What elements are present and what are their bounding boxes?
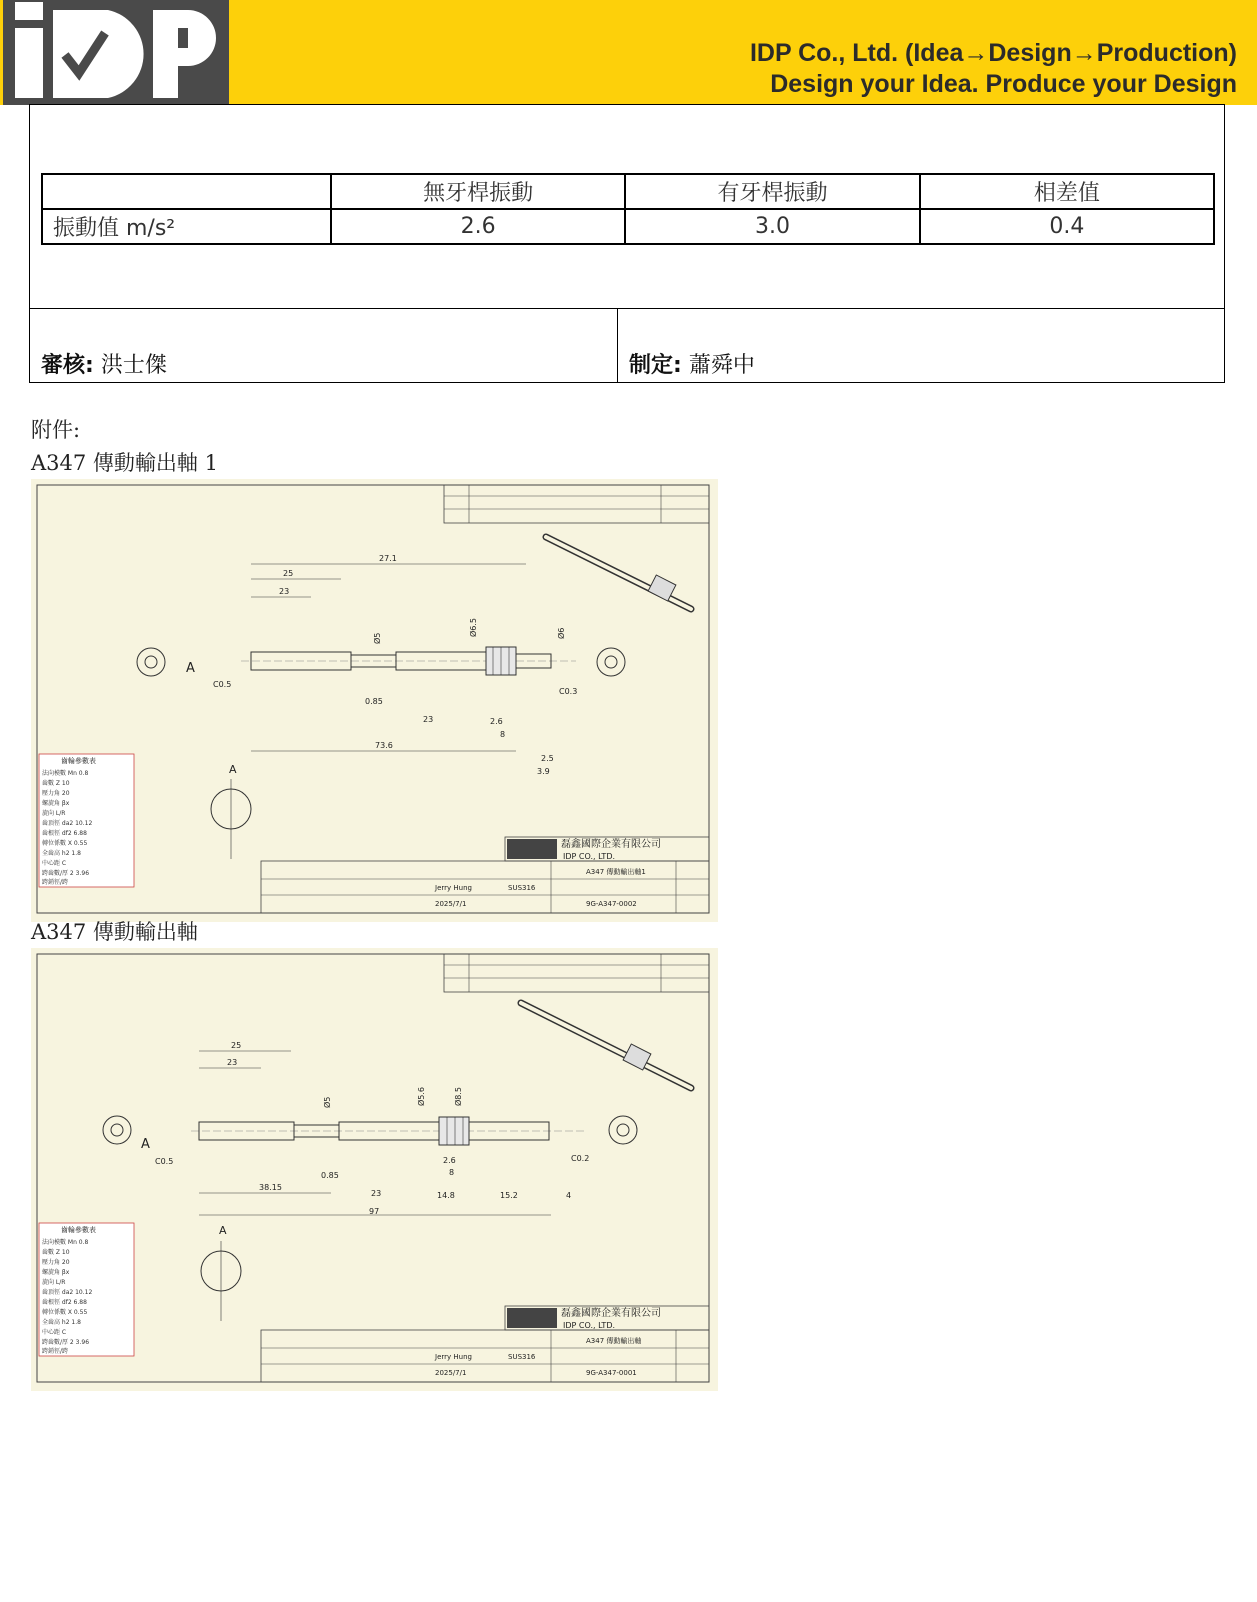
svg-text:0.85: 0.85 [321,1171,339,1180]
svg-text:8: 8 [500,730,506,739]
svg-text:73.6: 73.6 [375,741,393,750]
gear-table-title: 齒輪參數表 [61,1226,96,1234]
made-signature [629,348,755,379]
attachment-caption: A347 傳動輸出軸 [31,920,198,944]
gear-param: 壓力角 20 [42,1259,70,1266]
gear-param: 法向模數 Mn 0.8 [42,770,89,777]
company-cn: 磊鑫國際企業有限公司 [561,1308,661,1319]
drawing-date: 2025/7/1 [435,1369,467,1377]
review-name: 洪士傑 [100,353,167,378]
gear-param: 跨齒數/厚 2 3.96 [42,1339,90,1346]
drawing-number: 9G-A347-0002 [586,900,637,908]
svg-text:8: 8 [449,1168,455,1177]
gear-param: 旋向 L/R [42,1279,66,1286]
idp-logo [3,0,229,105]
gear-param: 轉位係數 X 0.55 [42,840,88,847]
gear-section-a-icon [211,763,251,859]
gear-param: 法向模數 Mn 0.8 [42,1239,89,1246]
gear-end-view-icon [137,648,625,676]
svg-text:3.9: 3.9 [537,767,550,776]
gear-param: 中心距 C [42,860,67,867]
review-label: 審核: [41,353,94,378]
drawing-2-svg [31,948,718,1391]
idp-logo-icon [3,0,229,105]
part-name: A347 傳動輸出軸1 [586,868,646,876]
frame-divider [29,308,1225,309]
engineering-drawing-1 [31,479,718,922]
review-signature [41,348,167,379]
drawing-number: 9G-A347-0001 [586,1369,637,1377]
attachment-caption: A347 傳動輸出軸 1 [31,451,218,475]
gear-param: 齒數 Z 10 [42,1249,70,1256]
shaft-side-view [241,647,576,675]
table-header-empty [42,174,331,209]
svg-text:25: 25 [231,1041,242,1050]
gear-param: 轉位係數 X 0.55 [42,1309,88,1316]
gear-param: 齒頂徑 da2 10.12 [42,820,93,827]
designer-name: Jerry Hung [435,884,472,892]
drawing-1-svg [31,479,718,922]
company-cn: 磊鑫國際企業有限公司 [561,839,661,850]
svg-text:4: 4 [566,1191,572,1200]
shaft-side-view [191,1117,586,1145]
gear-param: 壓力角 20 [42,790,70,797]
isometric-shaft-icon [546,537,691,609]
svg-text:0.85: 0.85 [365,697,383,706]
svg-text:Ø5: Ø5 [373,632,382,644]
svg-text:23: 23 [279,587,290,596]
gear-param: 螺旋角 βx [42,1269,70,1276]
table-row [42,209,1214,244]
gear-param: 全齒高 h2 1.8 [42,850,81,857]
gear-parameter-table [39,754,134,887]
svg-text:23: 23 [423,715,434,724]
gear-param: 齒根徑 df2 6.88 [42,830,87,837]
gear-param: 跨銷徑/跨 [42,879,69,886]
svg-text:A: A [229,763,237,776]
title-block [261,837,709,913]
row-label: 振動值 m/s² [42,209,331,244]
made-label: 制定: [629,353,682,378]
material: SUS316 [508,1353,536,1361]
svg-text:38.15: 38.15 [259,1183,282,1192]
svg-text:Ø8.5: Ø8.5 [454,1086,463,1106]
gear-param: 齒數 Z 10 [42,780,70,787]
svg-text:23: 23 [371,1189,382,1198]
svg-text:A: A [219,1224,227,1237]
designer-name: Jerry Hung [435,1353,472,1361]
gear-param: 中心距 C [42,1329,67,1336]
svg-text:Ø5: Ø5 [323,1096,332,1108]
gear-parameter-table [39,1223,134,1356]
svg-text:Ø6: Ø6 [557,627,566,639]
vibration-table [41,173,1215,245]
svg-text:14.8: 14.8 [437,1191,455,1200]
company-en: IDP CO., LTD. [563,852,616,861]
made-name: 蕭舜中 [688,353,755,378]
gear-param: 全齒高 h2 1.8 [42,1319,81,1326]
svg-text:C0.5: C0.5 [213,680,232,689]
signature-divider [617,308,618,383]
company-en: IDP CO., LTD. [563,1321,616,1330]
table-header-cell: 相差值 [920,174,1214,209]
material: SUS316 [508,884,536,892]
svg-text:C0.2: C0.2 [571,1154,590,1163]
gear-section-a-icon [201,1224,241,1321]
svg-text:27.1: 27.1 [379,554,397,563]
table-cell: 3.0 [625,209,919,244]
svg-text:C0.5: C0.5 [155,1157,174,1166]
gear-table-title: 齒輪參數表 [61,757,96,765]
title-block [261,1306,709,1382]
gear-param: 齒頂徑 da2 10.12 [42,1289,93,1296]
company-slogan: Design your Idea. Produce your Design [770,70,1237,98]
gear-param: 跨銷徑/跨 [42,1348,69,1355]
svg-text:97: 97 [369,1207,380,1216]
svg-text:C0.3: C0.3 [559,687,578,696]
svg-text:2.5: 2.5 [541,754,554,763]
table-header-cell: 無牙桿振動 [331,174,625,209]
company-name: IDP Co., Ltd. (Idea→Design→Production) [749,39,1237,67]
svg-text:Ø5.6: Ø5.6 [417,1086,426,1106]
svg-text:23: 23 [227,1058,238,1067]
drawing-date: 2025/7/1 [435,900,467,908]
gear-param: 跨齒數/厚 2 3.96 [42,870,90,877]
svg-text:25: 25 [283,569,294,578]
page-header [0,0,1257,105]
idp-small-logo-icon [507,1308,557,1328]
gear-param: 螺旋角 βx [42,800,70,807]
attachments-label: 附件: [31,418,81,442]
svg-text:A: A [186,661,195,676]
part-name: A347 傳動輸出軸 [586,1337,642,1345]
gear-param: 旋向 L/R [42,810,66,817]
idp-small-logo-icon [507,839,557,859]
table-cell: 0.4 [920,209,1214,244]
table-header-cell: 有牙桿振動 [625,174,919,209]
svg-text:2.6: 2.6 [443,1156,456,1165]
svg-text:2.6: 2.6 [490,717,503,726]
gear-param: 齒根徑 df2 6.88 [42,1299,87,1306]
company-tagline [750,38,1237,100]
isometric-shaft-icon [521,1003,691,1088]
table-cell: 2.6 [331,209,625,244]
table-header-row [42,174,1214,209]
svg-text:A: A [141,1137,150,1152]
svg-text:Ø6.5: Ø6.5 [469,617,478,637]
engineering-drawing-2 [31,948,718,1391]
svg-text:15.2: 15.2 [500,1191,518,1200]
